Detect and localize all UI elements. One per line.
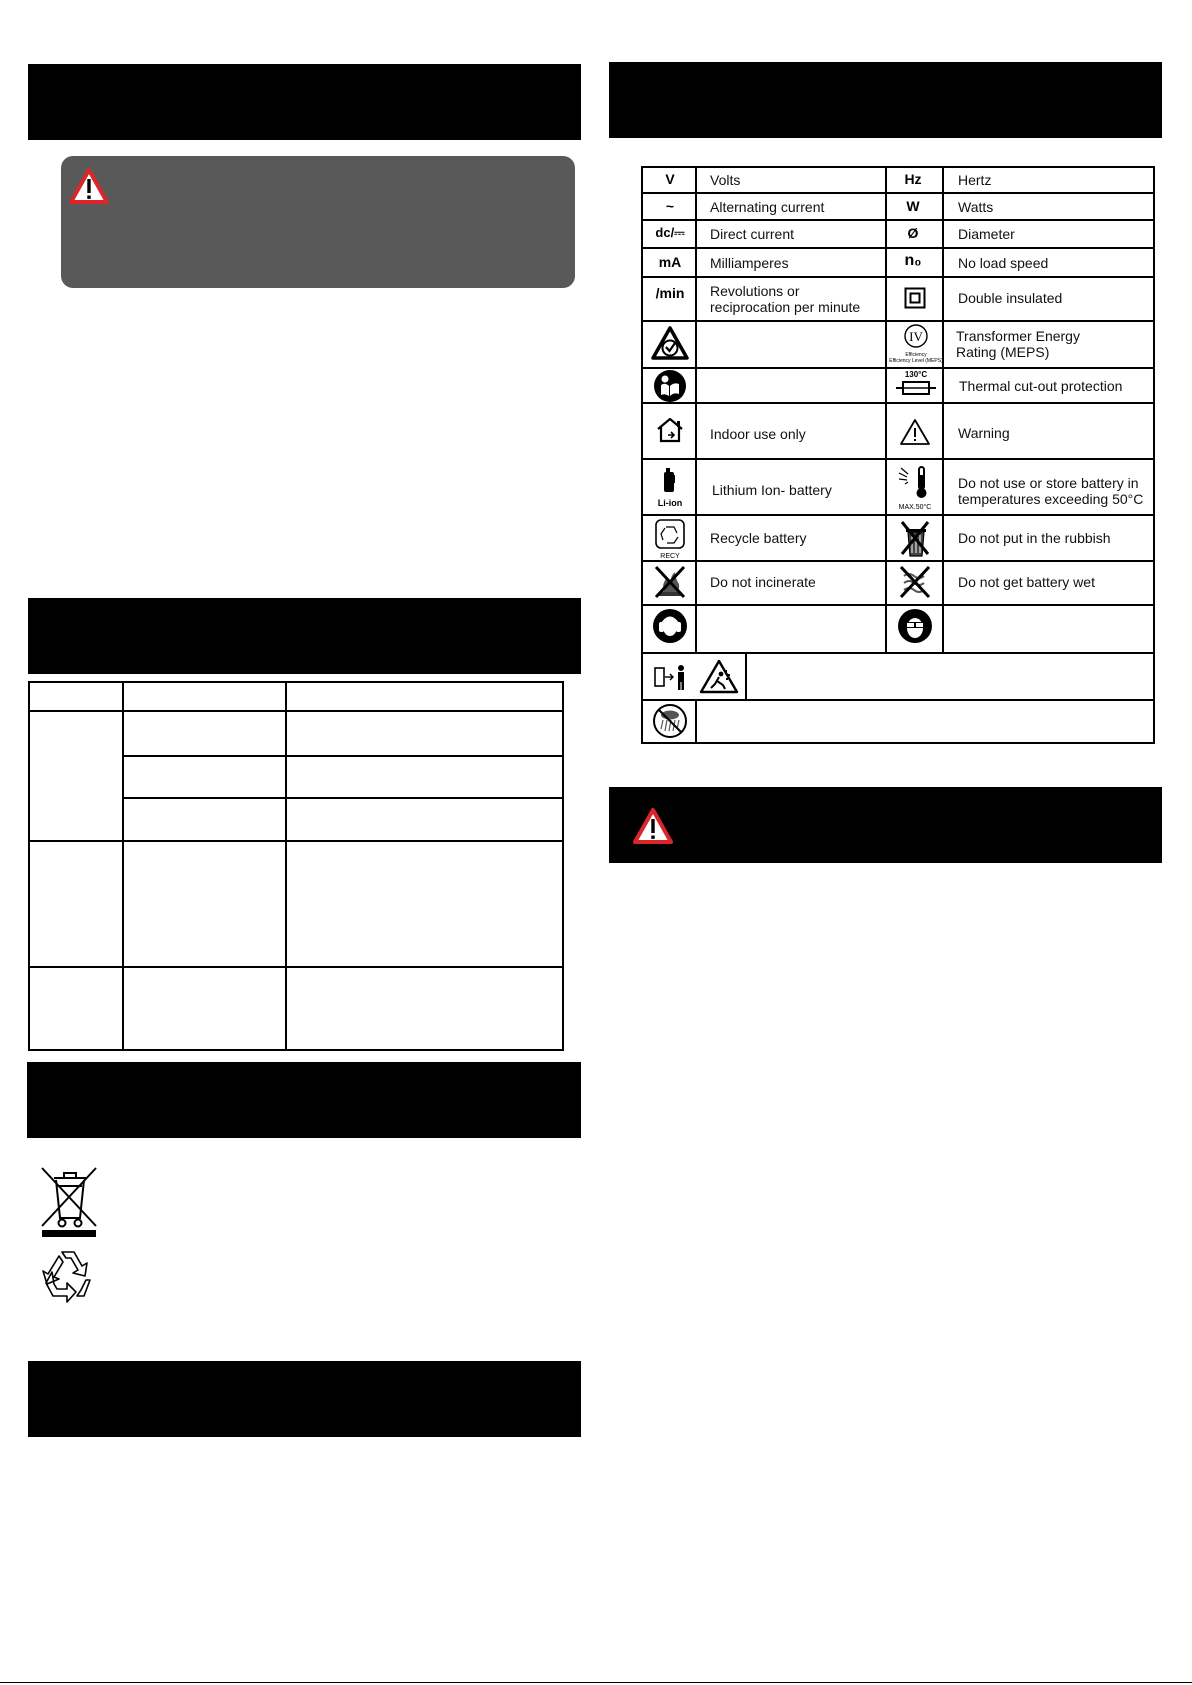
symbol-code: ~ [665,198,675,214]
symbol-description: Milliamperes [710,255,789,271]
symbol-code: W [906,198,920,214]
thermal-fuse-icon [894,368,938,400]
symbol-description: Thermal cut-out protection [959,378,1123,394]
warning-header-bar [609,787,1162,863]
symbol-description: Do not incinerate [710,574,816,590]
symbol-description: Recycle battery [710,530,807,546]
flying-debris-icon [699,658,739,696]
symbol-code: n₀ [904,252,922,269]
no-rain-icon [652,703,688,739]
symbol-description: Direct current [710,226,795,242]
symbol-description: Diameter [958,226,1015,242]
section-header-bar [28,1361,581,1437]
symbol-code: Hz [904,171,922,187]
symbol-code: dc/⎓ [655,225,685,240]
svg-text:MAX.50°C: MAX.50°C [898,504,932,511]
symbol-description: Alternating current [710,199,825,215]
ear-protection-icon [652,608,688,644]
page-bottom-rule [0,1682,1192,1683]
symbols-header-bar [609,62,1162,138]
svg-text:Efficiency: Efficiency [905,352,927,358]
symbol-description: Volts [710,172,741,188]
symbol-code: V [665,171,675,187]
symbol-description: Watts [958,199,994,215]
warning-triangle-icon [69,168,109,204]
warning-box [61,156,575,288]
svg-text:IV: IV [909,329,923,344]
keep-bystanders-away-icon [653,662,693,692]
symbol-description: Double insulated [958,290,1063,306]
specifications-table [28,681,564,1051]
recycle-battery-icon [653,518,687,560]
svg-text:Efficiency Level (MEPS): Efficiency Level (MEPS) [889,358,943,364]
symbol-description: Hertz [958,172,992,188]
symbol-description: Do not use or store battery in temperatures exceeding 50°C [958,475,1144,507]
eye-protection-icon [897,608,933,644]
section-header-bar [28,598,581,674]
crossed-bin-icon [40,1166,98,1238]
li-ion-battery-icon [653,464,687,510]
symbol-code: mA [658,254,682,270]
no-wet-battery-icon [898,564,932,600]
svg-text:Li-ion: Li-ion [657,498,683,508]
no-rubbish-icon [898,518,932,558]
svg-text:130°C: 130°C [904,370,928,379]
symbol-description: Transformer Energy Rating (MEPS) [956,328,1080,360]
symbol-description: Warning [958,425,1010,441]
section-header-bar [27,1062,581,1138]
symbol-code: /min [655,285,685,301]
rcm-mark-icon [650,325,690,363]
warning-triangle-icon [633,808,673,844]
symbol-description: Lithium Ion- battery [712,482,832,498]
no-incinerate-icon [653,564,687,600]
section-header-bar [28,64,581,140]
symbol-description: Do not get battery wet [958,574,1095,590]
symbol-code: Ø [907,225,919,241]
symbol-description: Indoor use only [710,426,806,442]
svg-text:RECY: RECY [660,553,680,560]
max-temperature-icon [893,463,937,511]
symbols-table [641,166,1155,744]
symbol-description: Revolutions or reciprocation per minute [710,283,861,315]
symbol-description: No load speed [958,255,1049,271]
warning-triangle-icon [899,418,931,446]
symbol-description: Do not put in the rubbish [958,530,1111,546]
read-manual-icon [653,369,687,403]
indoor-use-icon [655,416,685,444]
double-insulated-icon [904,287,926,309]
recycle-icon [40,1246,98,1304]
efficiency-level-iv-icon [889,322,943,364]
